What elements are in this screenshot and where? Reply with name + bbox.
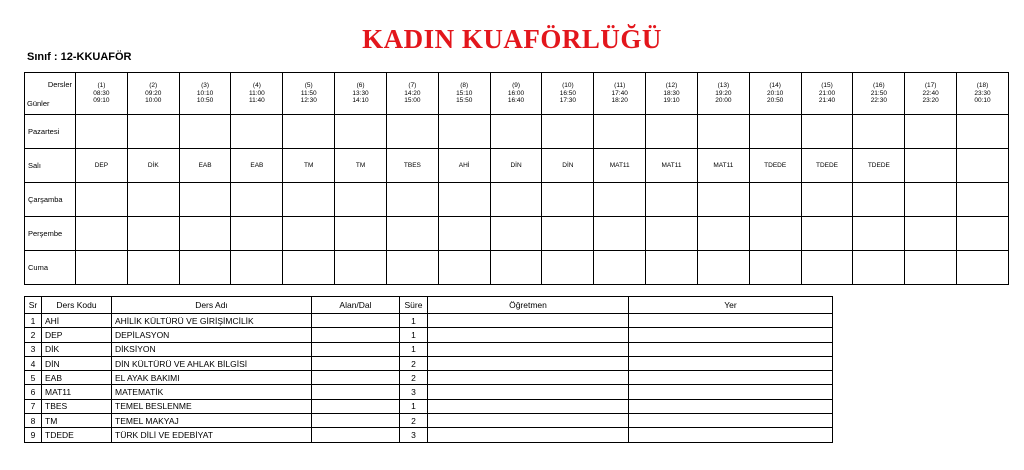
lesson-cell	[335, 115, 387, 149]
lesson-cell	[386, 183, 438, 217]
course-field	[312, 314, 400, 328]
lesson-cell	[697, 217, 749, 251]
lesson-cell: MAT11	[697, 149, 749, 183]
lesson-cell	[542, 217, 594, 251]
period-start: 14:20	[404, 89, 421, 97]
lesson-cell: TDEDE	[749, 149, 801, 183]
lesson-cell	[646, 217, 698, 251]
lesson-cell	[957, 217, 1009, 251]
lesson-cell	[697, 251, 749, 285]
lesson-cell	[335, 217, 387, 251]
lesson-cell	[179, 217, 231, 251]
period-num: (14)	[769, 82, 781, 90]
lesson-cell: DEP	[76, 149, 128, 183]
period-num: (8)	[460, 82, 469, 90]
course-sr: 3	[25, 342, 42, 356]
course-teacher	[428, 428, 629, 442]
course-duration: 1	[400, 328, 428, 342]
period-header	[697, 73, 749, 115]
course-row	[25, 356, 833, 370]
period-start: 23:30	[974, 89, 991, 97]
course-field	[312, 399, 400, 413]
course-teacher	[428, 342, 629, 356]
period-end: 15:50	[456, 97, 473, 105]
course-name: MATEMATİK	[112, 385, 312, 399]
course-row	[25, 428, 833, 442]
period-end: 14:10	[352, 97, 369, 105]
lesson-cell	[490, 217, 542, 251]
lesson-cell	[697, 115, 749, 149]
course-place	[629, 399, 833, 413]
course-duration: 2	[400, 414, 428, 428]
course-sr: 7	[25, 399, 42, 413]
lesson-cell: TM	[335, 149, 387, 183]
course-code: TDEDE	[42, 428, 112, 442]
lesson-cell	[801, 217, 853, 251]
period-header	[801, 73, 853, 115]
lesson-cell: TDEDE	[801, 149, 853, 183]
day-row	[25, 115, 1009, 149]
course-header-row	[25, 297, 833, 314]
lesson-cell	[853, 217, 905, 251]
lesson-cell	[283, 115, 335, 149]
course-name: TEMEL BESLENME	[112, 399, 312, 413]
period-num: (13)	[717, 82, 730, 90]
day-row	[25, 217, 1009, 251]
course-teacher	[428, 356, 629, 370]
course-field	[312, 328, 400, 342]
course-code: MAT11	[42, 385, 112, 399]
lesson-cell	[386, 217, 438, 251]
lesson-cell: AHİ	[438, 149, 490, 183]
period-end: 23:20	[922, 97, 939, 105]
period-end: 15:00	[404, 97, 421, 105]
course-field	[312, 356, 400, 370]
lesson-cell	[283, 217, 335, 251]
course-place	[629, 371, 833, 385]
course-name: TEMEL MAKYAJ	[112, 414, 312, 428]
period-end: 18:20	[611, 97, 628, 105]
col-header-place: Yer	[629, 297, 833, 314]
course-name: AHİLİK KÜLTÜRÜ VE GİRİŞİMCİLİK	[112, 314, 312, 328]
class-label: Sınıf : 12-KKUAFÖR	[27, 51, 132, 63]
period-num: (4)	[252, 82, 261, 90]
course-duration: 1	[400, 314, 428, 328]
period-num: (16)	[873, 82, 885, 90]
period-end: 10:50	[196, 97, 214, 105]
lesson-cell	[594, 217, 646, 251]
course-teacher	[428, 314, 629, 328]
lesson-cell	[801, 115, 853, 149]
lesson-cell	[697, 183, 749, 217]
timetable-corner-cell	[25, 73, 76, 115]
course-teacher	[428, 385, 629, 399]
lesson-cell	[542, 251, 594, 285]
period-end: 22:30	[870, 97, 887, 105]
period-header	[283, 73, 335, 115]
course-code: TM	[42, 414, 112, 428]
lesson-cell	[127, 115, 179, 149]
day-row	[25, 183, 1009, 217]
period-end: 21:40	[818, 97, 836, 105]
course-field	[312, 371, 400, 385]
lesson-cell	[127, 183, 179, 217]
period-start: 11:00	[249, 89, 265, 97]
course-place	[629, 414, 833, 428]
lesson-cell	[801, 183, 853, 217]
lesson-cell	[438, 217, 490, 251]
lesson-cell	[490, 115, 542, 149]
lesson-cell: TM	[283, 149, 335, 183]
lesson-cell	[905, 149, 957, 183]
lesson-cell	[957, 183, 1009, 217]
lesson-cell	[438, 183, 490, 217]
lesson-cell	[853, 115, 905, 149]
lesson-cell	[749, 217, 801, 251]
period-start: 11:50	[300, 89, 317, 97]
period-start: 16:00	[507, 89, 525, 97]
lesson-cell	[127, 217, 179, 251]
lesson-cell	[76, 251, 128, 285]
lesson-cell	[335, 251, 387, 285]
period-end: 20:00	[715, 97, 732, 105]
course-list-table	[24, 296, 833, 443]
lesson-cell: TBES	[386, 149, 438, 183]
period-start: 13:30	[352, 89, 369, 97]
page-title: KADIN KUAFÖRLÜĞÜ	[362, 24, 662, 54]
course-sr: 5	[25, 371, 42, 385]
col-header-duration: Süre	[400, 297, 428, 314]
lesson-cell	[127, 251, 179, 285]
lesson-cell	[283, 251, 335, 285]
timetable-header-row	[25, 73, 1009, 115]
period-num: (3)	[201, 82, 210, 90]
lesson-cell: DİN	[542, 149, 594, 183]
day-name: Perşembe	[25, 217, 76, 251]
lesson-cell	[905, 217, 957, 251]
period-header	[594, 73, 646, 115]
course-teacher	[428, 328, 629, 342]
lesson-cell	[231, 183, 283, 217]
period-start: 10:10	[196, 89, 214, 97]
col-header-teacher: Öğretmen	[428, 297, 629, 314]
period-num: (1)	[97, 82, 106, 90]
lesson-cell	[386, 251, 438, 285]
lesson-cell	[542, 183, 594, 217]
lesson-cell	[335, 183, 387, 217]
lesson-cell	[749, 183, 801, 217]
course-field	[312, 385, 400, 399]
course-name: EL AYAK BAKIMI	[112, 371, 312, 385]
course-field	[312, 428, 400, 442]
course-row	[25, 314, 833, 328]
lesson-cell	[905, 251, 957, 285]
day-name: Salı	[25, 149, 76, 183]
period-num: (5)	[304, 82, 313, 90]
course-place	[629, 385, 833, 399]
lesson-cell	[283, 183, 335, 217]
course-duration: 1	[400, 342, 428, 356]
period-end: 20:50	[767, 97, 784, 105]
period-num: (17)	[924, 82, 937, 90]
course-row	[25, 399, 833, 413]
period-num: (7)	[408, 82, 417, 90]
course-sr: 2	[25, 328, 42, 342]
lesson-cell	[231, 217, 283, 251]
course-code: EAB	[42, 371, 112, 385]
period-start: 20:10	[767, 89, 784, 97]
period-start: 09:20	[145, 89, 162, 97]
lesson-cell	[231, 115, 283, 149]
course-sr: 9	[25, 428, 42, 442]
col-header-sr: Sr	[25, 297, 42, 314]
period-end: 16:40	[507, 97, 525, 105]
period-end: 11:40	[249, 97, 265, 105]
course-sr: 4	[25, 356, 42, 370]
course-code: TBES	[42, 399, 112, 413]
course-name: TÜRK DİLİ VE EDEBİYAT	[112, 428, 312, 442]
period-num: (2)	[149, 82, 158, 90]
lesson-cell	[594, 251, 646, 285]
weekly-timetable	[24, 72, 1009, 285]
course-code: AHİ	[42, 314, 112, 328]
period-num: (11)	[614, 82, 626, 90]
course-code: DİK	[42, 342, 112, 356]
lesson-cell	[179, 115, 231, 149]
lesson-cell	[490, 183, 542, 217]
course-teacher	[428, 399, 629, 413]
course-duration: 2	[400, 371, 428, 385]
period-header	[231, 73, 283, 115]
period-header	[646, 73, 698, 115]
lesson-cell	[490, 251, 542, 285]
lesson-cell: DİN	[490, 149, 542, 183]
lesson-cell	[905, 115, 957, 149]
course-sr: 8	[25, 414, 42, 428]
course-place	[629, 342, 833, 356]
period-header	[749, 73, 801, 115]
lesson-cell	[438, 251, 490, 285]
period-start: 22:40	[922, 89, 939, 97]
corner-lessons-label: Dersler	[47, 80, 72, 89]
course-name: DİN KÜLTÜRÜ VE AHLAK BİLGİSİ	[112, 356, 312, 370]
lesson-cell	[76, 115, 128, 149]
course-duration: 3	[400, 385, 428, 399]
period-start: 15:10	[456, 89, 473, 97]
course-duration: 3	[400, 428, 428, 442]
lesson-cell	[853, 183, 905, 217]
lesson-cell	[957, 115, 1009, 149]
lesson-cell	[646, 115, 698, 149]
course-code: DİN	[42, 356, 112, 370]
lesson-cell	[594, 183, 646, 217]
course-row	[25, 414, 833, 428]
period-header	[335, 73, 387, 115]
lesson-cell: EAB	[231, 149, 283, 183]
period-num: (15)	[821, 82, 833, 90]
course-field	[312, 342, 400, 356]
lesson-cell	[76, 183, 128, 217]
period-end: 10:00	[145, 97, 162, 105]
period-header	[76, 73, 128, 115]
course-row	[25, 371, 833, 385]
period-header	[438, 73, 490, 115]
course-teacher	[428, 371, 629, 385]
period-end: 17:30	[559, 97, 576, 105]
period-num: (18)	[976, 82, 989, 90]
lesson-cell	[905, 183, 957, 217]
course-code: DEP	[42, 328, 112, 342]
lesson-cell	[179, 183, 231, 217]
lesson-cell: TDEDE	[853, 149, 905, 183]
course-duration: 2	[400, 356, 428, 370]
period-start: 18:30	[663, 89, 680, 97]
lesson-cell	[76, 217, 128, 251]
period-start: 16:50	[559, 89, 576, 97]
course-sr: 1	[25, 314, 42, 328]
course-place	[629, 428, 833, 442]
course-place	[629, 328, 833, 342]
lesson-cell	[957, 251, 1009, 285]
lesson-cell: MAT11	[646, 149, 698, 183]
period-end: 00:10	[974, 97, 991, 105]
course-sr: 6	[25, 385, 42, 399]
course-row	[25, 385, 833, 399]
period-header	[542, 73, 594, 115]
lesson-cell	[386, 115, 438, 149]
period-end: 09:10	[93, 97, 110, 105]
lesson-cell	[749, 251, 801, 285]
lesson-cell	[231, 251, 283, 285]
period-start: 17:40	[611, 89, 628, 97]
day-name: Çarşamba	[25, 183, 76, 217]
period-end: 19:10	[663, 97, 680, 105]
period-header	[490, 73, 542, 115]
period-header	[179, 73, 231, 115]
lesson-cell	[594, 115, 646, 149]
period-num: (9)	[512, 82, 521, 90]
lesson-cell	[801, 251, 853, 285]
period-end: 12:30	[300, 97, 317, 105]
course-teacher	[428, 414, 629, 428]
period-num: (12)	[665, 82, 678, 90]
course-row	[25, 342, 833, 356]
period-start: 21:50	[870, 89, 887, 97]
lesson-cell	[853, 251, 905, 285]
period-start: 21:00	[818, 89, 836, 97]
lesson-cell: MAT11	[594, 149, 646, 183]
day-name: Pazartesi	[25, 115, 76, 149]
lesson-cell: EAB	[179, 149, 231, 183]
course-place	[629, 356, 833, 370]
period-header	[905, 73, 957, 115]
lesson-cell	[957, 149, 1009, 183]
course-duration: 1	[400, 399, 428, 413]
course-name: DİKSİYON	[112, 342, 312, 356]
course-name: DEPİLASYON	[112, 328, 312, 342]
lesson-cell	[542, 115, 594, 149]
lesson-cell	[646, 251, 698, 285]
day-row	[25, 251, 1009, 285]
day-row	[25, 149, 1009, 183]
course-place	[629, 314, 833, 328]
lesson-cell	[749, 115, 801, 149]
lesson-cell	[438, 115, 490, 149]
period-num: (10)	[562, 82, 574, 90]
lesson-cell	[646, 183, 698, 217]
lesson-cell: DİK	[127, 149, 179, 183]
period-header	[957, 73, 1009, 115]
period-header	[853, 73, 905, 115]
course-row	[25, 328, 833, 342]
lesson-cell	[179, 251, 231, 285]
day-name: Cuma	[25, 251, 76, 285]
period-num: (6)	[356, 82, 365, 90]
period-header	[386, 73, 438, 115]
corner-days-label: Günler	[27, 98, 50, 108]
period-header	[127, 73, 179, 115]
period-start: 19:20	[715, 89, 732, 97]
col-header-name: Ders Adı	[112, 297, 312, 314]
course-field	[312, 414, 400, 428]
col-header-field: Alan/Dal	[312, 297, 400, 314]
col-header-code: Ders Kodu	[42, 297, 112, 314]
period-start: 08:30	[93, 89, 110, 97]
